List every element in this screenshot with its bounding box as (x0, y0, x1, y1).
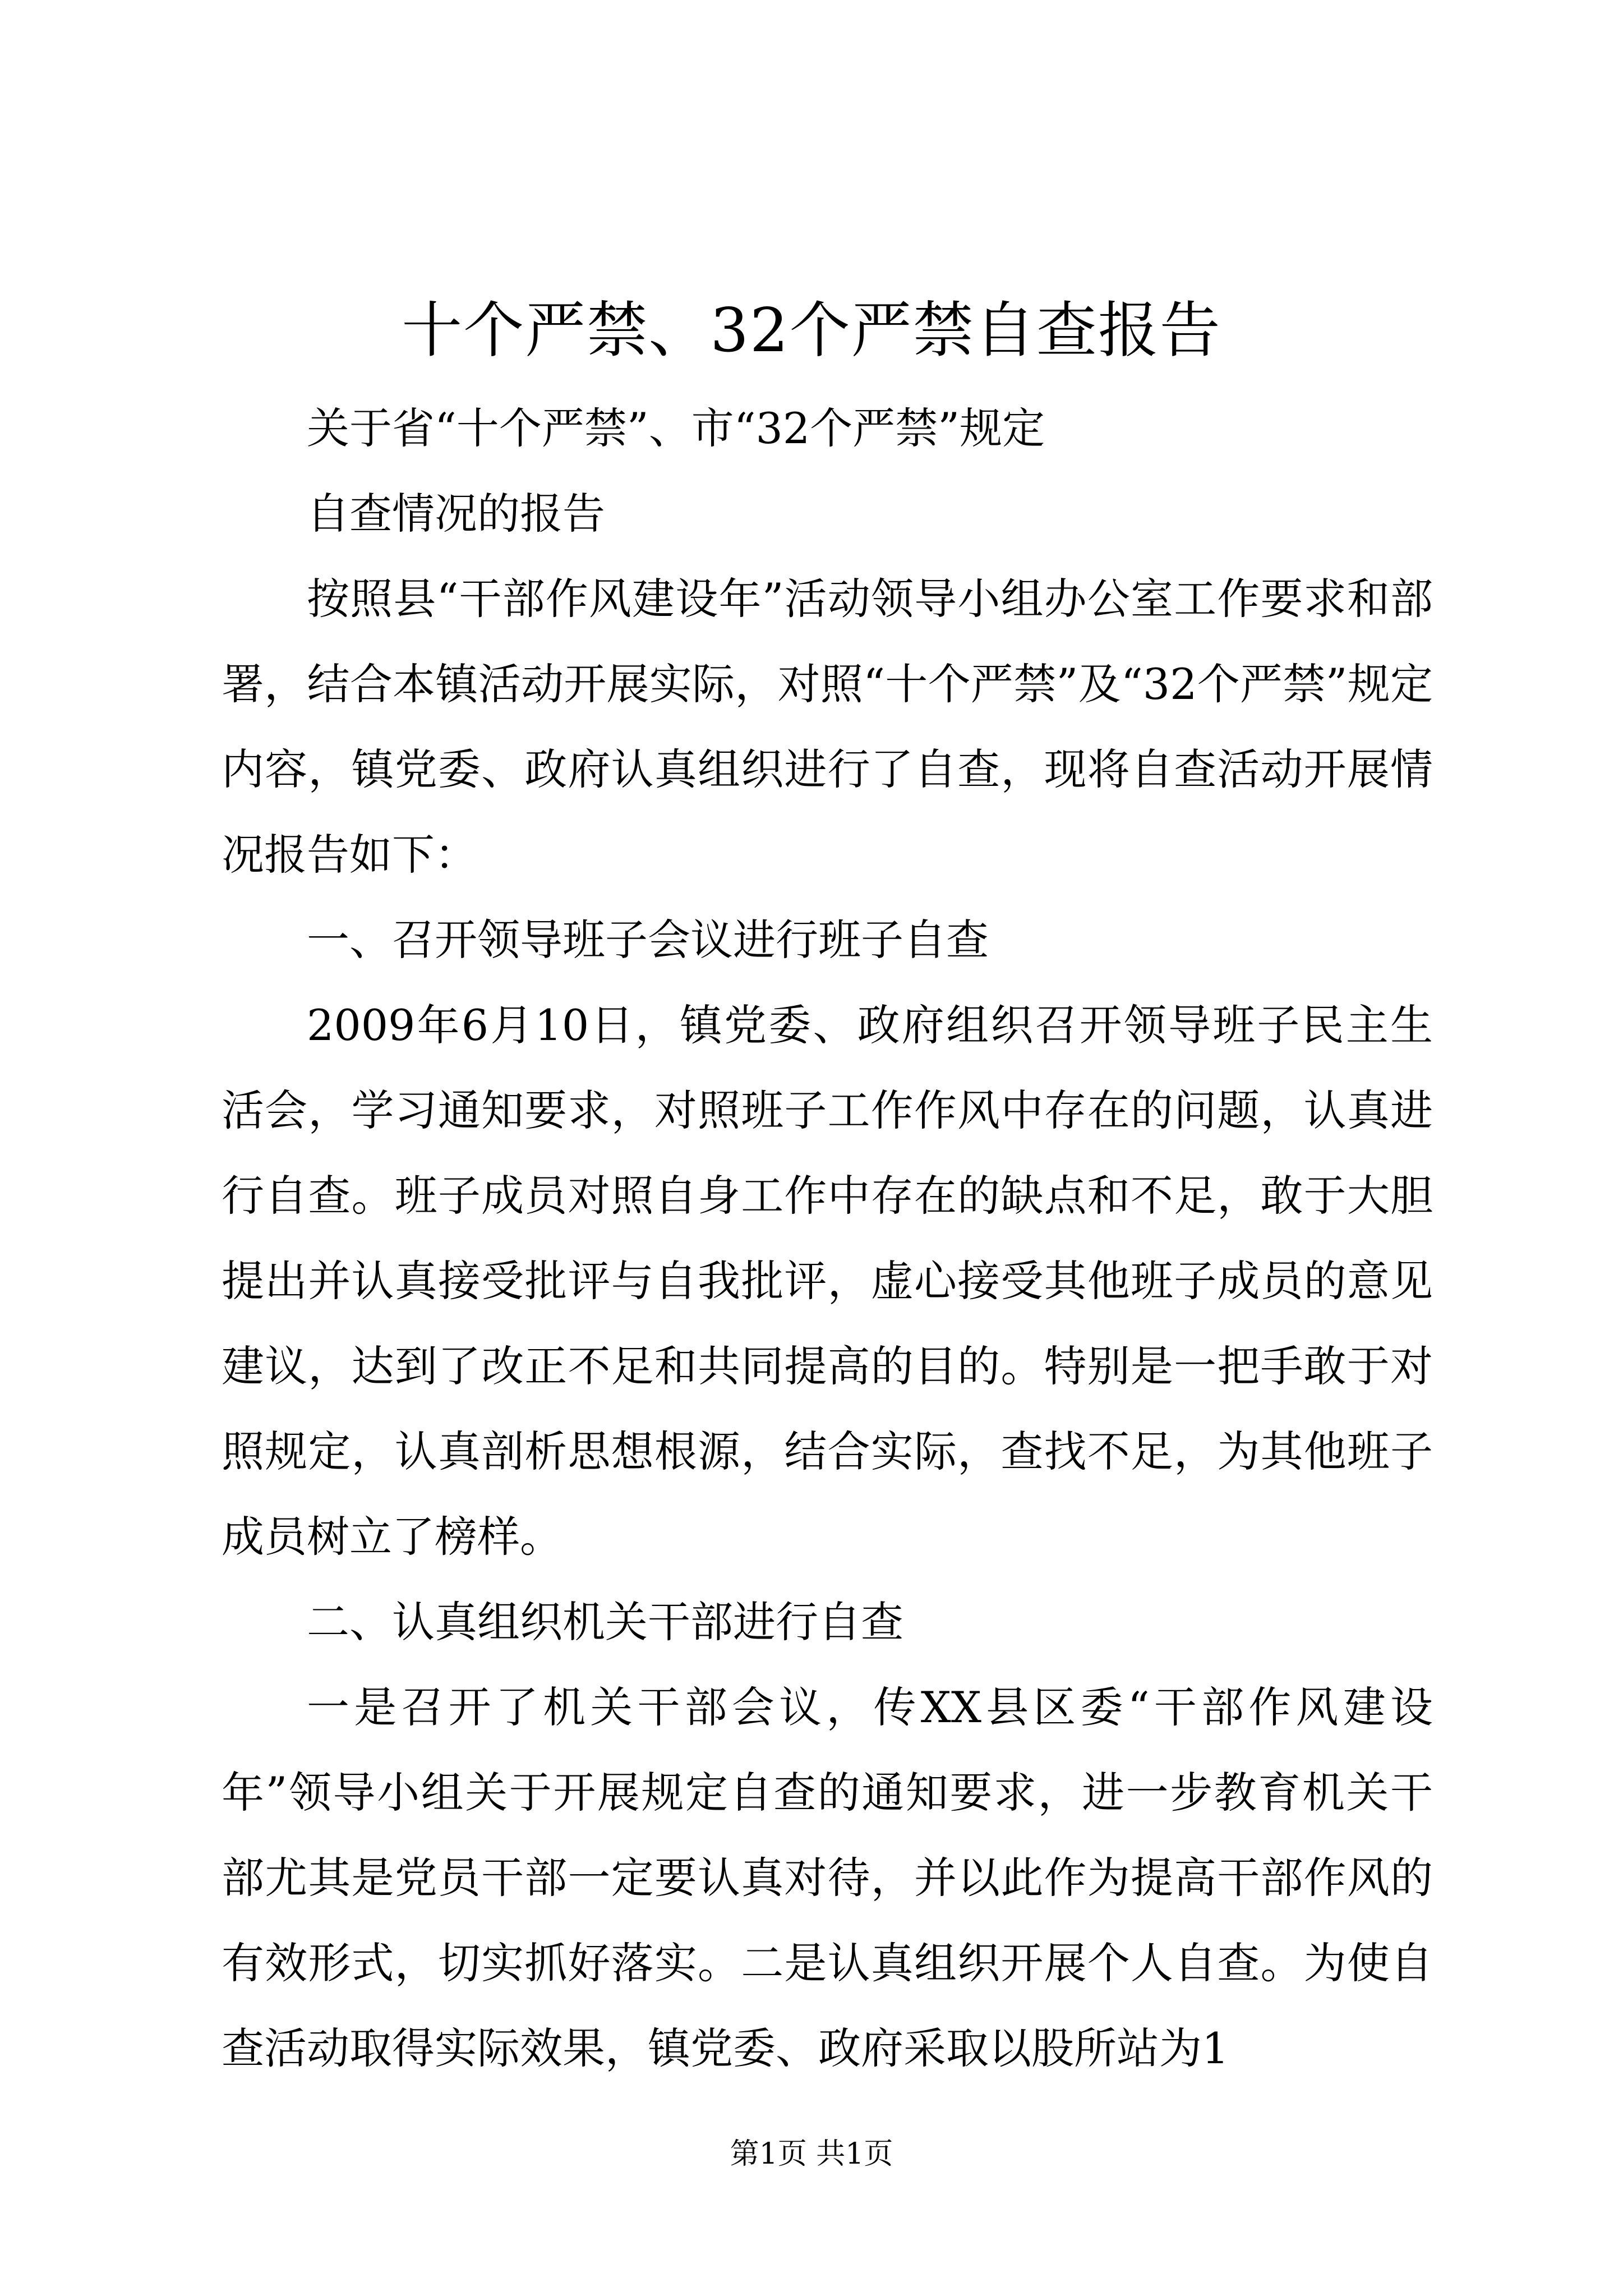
page-number-footer: 第1页 共1页 (730, 2137, 893, 2171)
section-1-paragraph: 2009年6月10日，镇党委、政府组织召开领导班子民主生活会，学习通知要求，对照班子工作作风中存在的问题，认真进行自查。班子成员对照自身工作中存在的缺点和不足，敢于大胆提出并认真接受批评与自我批评，虚心接受其他班子成员的意见建议，达到了改正不足和共同提高的目的。特别是一把手敢于对照规定，认真剖析思想根源，结合实际，查找不足，为其他班子成员树立了榜样。 (222, 1000, 1433, 1562)
section-2-paragraph: 一是召开了机关干部会议，传XX县区委“干部作风建设年”领导小组关于开展规定自查的通知要求，进一步教育机关干部尤其是党员干部一定要认真对待，并以此作为提高干部作风的有效形式，切实抓好落实。二是认真组织开展个人自查。为使自查活动取得实际效果，镇党委、政府采取以股所站为1 (222, 1682, 1433, 2073)
subtitle-line-1: 关于省“十个严禁”、市“32个严禁”规定 (307, 403, 1045, 453)
section-heading-2: 二、认真组织机关干部进行自查 (307, 1597, 903, 1647)
document-body (222, 386, 1433, 2091)
subtitle-line-2: 自查情况的报告 (307, 489, 605, 539)
document-title: 十个严禁、32个严禁自查报告 (402, 296, 1221, 366)
intro-paragraph: 按照县“干部作风建设年”活动领导小组办公室工作要求和部署，结合本镇活动开展实际，对照“十个严禁”及“32个严禁”规定内容，镇党委、政府认真组织进行了自查，现将自查活动开展情况报告如下： (222, 574, 1433, 880)
section-heading-1: 一、召开领导班子会议进行班子自查 (307, 915, 989, 965)
